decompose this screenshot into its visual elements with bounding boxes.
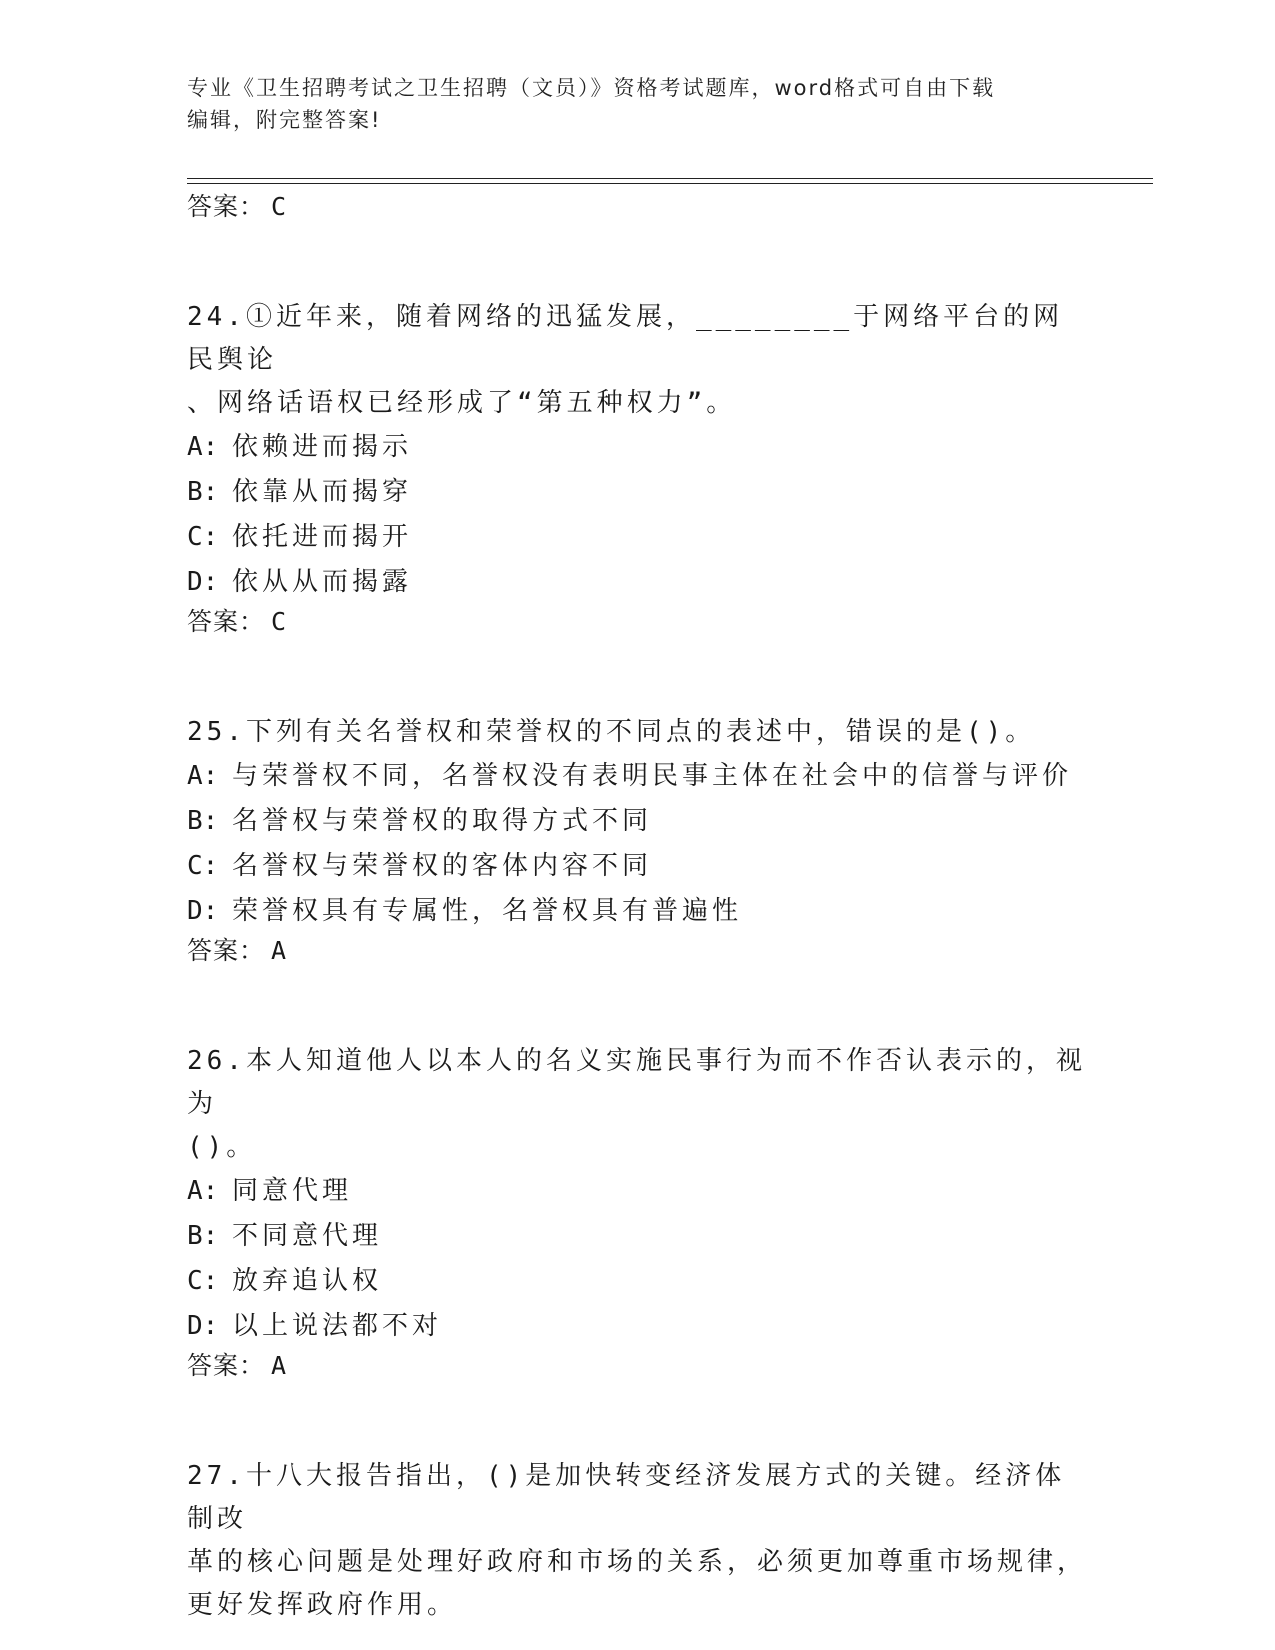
- answer-line: [187, 605, 1087, 639]
- answer-label: 答案：: [187, 936, 266, 965]
- question-stem: 26.本人知道他人以本人的名义实施民事行为而不作否认表示的，视为: [187, 1046, 1086, 1119]
- question-stem-cont: 、网络话语权已经形成了“第五种权力”。: [187, 388, 737, 418]
- option-label: D:: [187, 896, 219, 926]
- answer-line: [187, 934, 1087, 968]
- answer-label: 答案：: [187, 1351, 266, 1380]
- option-c: [187, 1259, 1087, 1304]
- answer-value: A: [271, 936, 288, 965]
- answer-value: A: [271, 1351, 288, 1380]
- option-a: [187, 425, 1087, 470]
- document-body: [187, 190, 1087, 1627]
- answer-label: 答案：: [187, 607, 266, 636]
- option-label: B:: [187, 1221, 219, 1251]
- option-label: D:: [187, 1311, 219, 1341]
- option-b: [187, 1214, 1087, 1259]
- header-line-2: 编辑，附完整答案!: [187, 108, 382, 132]
- option-text: 依靠从而揭穿: [232, 477, 413, 507]
- question-stem: 24.①近年来，随着网络的迅猛发展，________于网络平台的网民舆论: [187, 302, 1064, 375]
- option-label: C:: [187, 1266, 219, 1296]
- option-c: [187, 515, 1087, 560]
- question-27: [187, 1455, 1087, 1627]
- option-text: 与荣誉权不同，名誉权没有表明民事主体在社会中的信誉与评价: [232, 761, 1073, 791]
- page-header: [187, 72, 1087, 136]
- header-line-1: 专业《卫生招聘考试之卫生招聘（文员）》资格考试题库，word格式可自由下载: [187, 76, 996, 100]
- answer-value: C: [271, 192, 288, 221]
- option-text: 依从从而揭露: [232, 567, 413, 597]
- option-text: 不同意代理: [232, 1221, 383, 1251]
- option-text: 依赖进而揭示: [232, 432, 413, 462]
- question-stem: 25.下列有关名誉权和荣誉权的不同点的表述中，错误的是()。: [187, 717, 1036, 747]
- option-label: B:: [187, 477, 219, 507]
- option-text: 依托进而揭开: [232, 522, 413, 552]
- option-label: A:: [187, 761, 219, 791]
- option-c: [187, 844, 1087, 889]
- option-d: [187, 560, 1087, 605]
- option-a: [187, 754, 1087, 799]
- option-text: 荣誉权具有专属性，名誉权具有普遍性: [232, 896, 743, 926]
- question-stem: 27.十八大报告指出，()是加快转变经济发展方式的关键。经济体制改: [187, 1461, 1066, 1534]
- option-label: C:: [187, 851, 219, 881]
- option-b: [187, 799, 1087, 844]
- option-d: [187, 1304, 1087, 1349]
- question-24: [187, 296, 1087, 639]
- option-label: B:: [187, 806, 219, 836]
- option-text: 放弃追认权: [232, 1266, 383, 1296]
- option-label: C:: [187, 522, 219, 552]
- option-label: A:: [187, 432, 219, 462]
- question-26: [187, 1040, 1087, 1383]
- answer-line: [187, 1349, 1087, 1383]
- answer-value: C: [271, 607, 288, 636]
- option-label: A:: [187, 1176, 219, 1206]
- answer-line: [187, 190, 1087, 224]
- option-d: [187, 889, 1087, 934]
- header-divider: [187, 178, 1153, 184]
- question-stem-cont: 革的核心问题是处理好政府和市场的关系，必须更加尊重市场规律，: [187, 1547, 1088, 1577]
- option-text: 名誉权与荣誉权的客体内容不同: [232, 851, 653, 881]
- option-text: 同意代理: [232, 1176, 353, 1206]
- option-text: 以上说法都不对: [232, 1311, 443, 1341]
- question-stem-cont: ()。: [187, 1132, 257, 1162]
- option-b: [187, 470, 1087, 515]
- question-stem-cont: 更好发挥政府作用。: [187, 1590, 458, 1620]
- answer-label: 答案：: [187, 192, 266, 221]
- option-label: D:: [187, 567, 219, 597]
- question-25: [187, 711, 1087, 968]
- option-text: 名誉权与荣誉权的取得方式不同: [232, 806, 653, 836]
- option-a: [187, 1169, 1087, 1214]
